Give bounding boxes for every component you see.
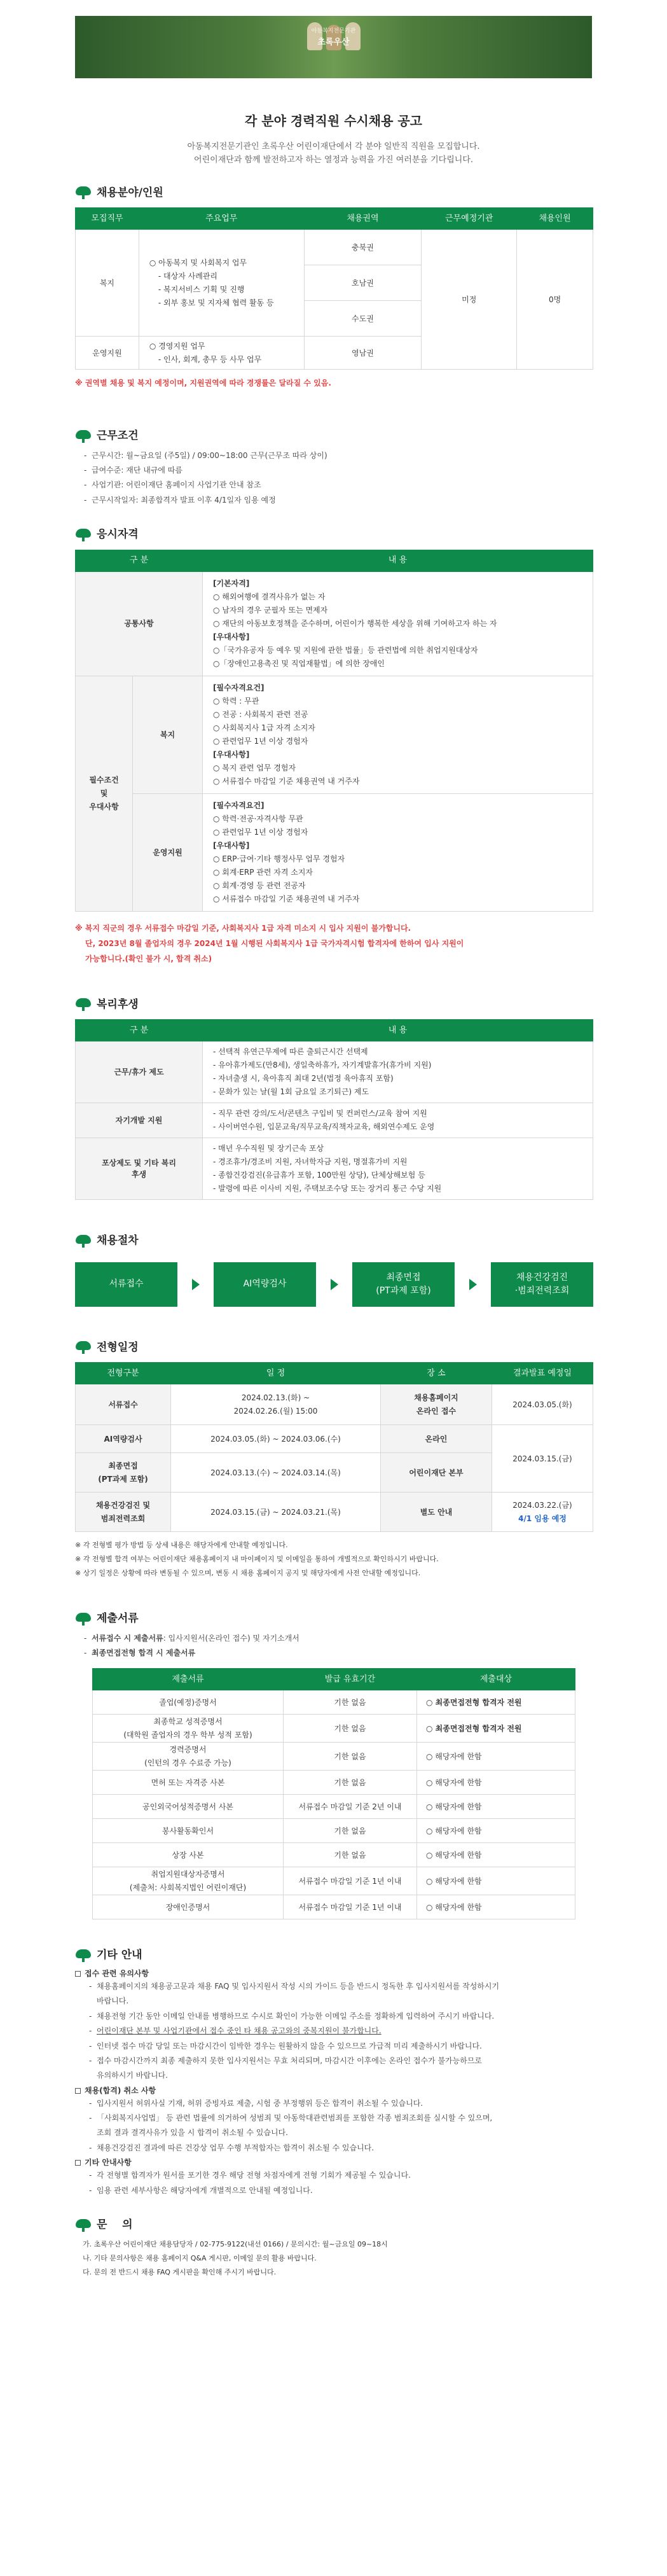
- process-flow: [75, 1262, 593, 1307]
- ops-duties: [139, 337, 304, 370]
- benefit-line: - 유아휴가제도(만8세), 생일축하휴가, 자기계발휴가(휴가비 지원): [213, 1061, 432, 1070]
- qual-line: ○ 해외여행에 결격사유가 없는 자: [213, 592, 326, 601]
- etc-group-list: [88, 2168, 593, 2198]
- region: 영남권: [304, 337, 422, 370]
- result-line: 2024.03.22.(금): [512, 1500, 572, 1510]
- condition-item: - 근무시작일자: 최종합격자 발표 이후 4/1일자 임용 예정: [83, 493, 593, 508]
- etc-item: - 인터넷 접수 마감 당일 또는 마감시간이 임박한 경우는 원활하지 않을 수 있으므로 가급적 미리 제출하시기 바랍니다.: [88, 2039, 593, 2054]
- qual-line: ○ 회계·경영 등 관련 전공자: [213, 881, 306, 890]
- stage-line: 범죄전력조회: [100, 1514, 146, 1523]
- schedule-result: 2024.03.05.(화): [492, 1384, 593, 1425]
- region: 충북권: [304, 230, 422, 265]
- intro-line: 아동복지전문기관인 초록우산 어린이재단에서 각 분야 일반직 직원을 모집합니다.: [187, 142, 480, 151]
- doc-target: ○ 해당자에 한함: [417, 1867, 575, 1895]
- doc-line: (인턴의 경우 수료증 가능): [144, 1758, 231, 1767]
- col-header: 장 소: [381, 1363, 492, 1384]
- recruit-table: [75, 207, 593, 370]
- step-label: 서류접수: [109, 1279, 144, 1290]
- qual-line: ○ 학력 : 무관: [213, 696, 259, 706]
- arrow-right-icon: [316, 1279, 352, 1290]
- qual-line: ○ 전공 : 사회복지 관련 전공: [213, 709, 308, 719]
- qual-line: [필수자격요건]: [213, 683, 265, 692]
- qual-line: ○「장애인고용촉진 및 직업재활법」에 의한 장애인: [213, 658, 385, 668]
- qualify-ops-label: 운영지원: [133, 793, 203, 911]
- tree-icon: [75, 529, 92, 541]
- etc-item-cont: [88, 2126, 593, 2140]
- doc-target: ○ 해당자에 한함: [417, 1771, 575, 1795]
- doc-name: [93, 1743, 284, 1771]
- qualify-common-label: 공통사항: [76, 571, 203, 676]
- section-heading-text: 전형일정: [97, 1340, 139, 1354]
- qualify-note: 단, 2023년 8월 졸업자의 경우 2024년 1월 시행된 사회복지사 1급 국가자격시험 합격자에 한하여 입사 지원이: [85, 938, 464, 948]
- section-heading: [75, 2217, 593, 2234]
- doc-line: (제출처: 사회복지법인 어린이재단): [129, 1883, 247, 1892]
- etc-item: - 접수 마감시간까지 최종 제출하지 못한 입사지원서는 무효 처리되며, 마감시간 이후에는 온라인 접수가 불가능하므로: [88, 2054, 593, 2068]
- group-label-line: 및: [100, 788, 108, 798]
- benefit-line: - 직무 관련 강의/도서/콘텐츠 구입비 및 컨퍼런스/교육 참여 지원: [213, 1109, 427, 1118]
- group-title-text: 접수 관련 유의사항: [85, 1968, 149, 1978]
- col-header: 근무예정기관: [422, 208, 517, 230]
- benefit-label: 근무/휴가 제도: [76, 1041, 203, 1103]
- process-step-health: [491, 1262, 593, 1307]
- step-label: 최종면접: [386, 1272, 421, 1283]
- etc-item-text: 어린이재단 본부 및 사업기관에서 접수 중인 타 채용 공고와의 중복지원이 불가합니다.: [97, 2026, 382, 2036]
- etc-item: - 각 전형별 합격자가 원서를 포기한 경우 해당 전형 차점자에게 전형 기회가 제공될 수 있습니다.: [88, 2168, 593, 2183]
- doc-name: 봉사활동확인서: [93, 1819, 284, 1843]
- section-heading-text: 복리후생: [97, 998, 139, 1011]
- process-step-ai: [214, 1262, 316, 1307]
- place-line: 채용홈페이지: [414, 1393, 458, 1402]
- schedule-place: 온라인: [381, 1425, 492, 1453]
- benefit-content: [203, 1041, 593, 1103]
- schedule-place: 어린이재단 본부: [381, 1453, 492, 1493]
- page-title: 각 분야 경력직원 수시채용 공고: [244, 113, 422, 129]
- duty-line: - 복지서비스 기획 및 진행: [158, 284, 245, 294]
- etc-item: [88, 2024, 593, 2038]
- qual-line: ○ 서류접수 마감일 기준 채용권역 내 거주자: [213, 894, 360, 903]
- col-header: 제출대상: [417, 1669, 575, 1690]
- etc-item: - 채용건강검진 결과에 따른 건강상 업무 수행 부적합자는 합격이 취소될 수 있습니다.: [88, 2141, 593, 2155]
- etc-item: - 채용홈페이지의 채용공고문과 채용 FAQ 및 입사지원서 작성 시의 가이드 등을 반드시 정독한 후 입사지원서를 작성하시기: [88, 1979, 593, 1994]
- stage-line: 최종면접: [108, 1461, 138, 1470]
- contact-lines: [83, 2238, 593, 2280]
- doc-line: (대학원 졸업자의 경우 학부 성적 포함): [123, 1730, 252, 1739]
- section-heading-text: 채용분야/인원: [97, 186, 163, 199]
- intro-text: [0, 141, 667, 167]
- etc-item-cont: [88, 2068, 593, 2083]
- etc-group-title: [75, 1968, 593, 1979]
- schedule-date: 2024.03.15.(금) ~ 2024.03.21.(목): [171, 1493, 381, 1532]
- benefit-line: - 경조휴가/경조비 지원, 자녀학자금 지원, 명절휴가비 지원: [213, 1157, 408, 1167]
- section-heading: [75, 997, 593, 1013]
- qual-line: ○ 사회복지사 1급 자격 소지자: [213, 723, 315, 732]
- etc-item-text: 바랍니다.: [97, 1996, 129, 2006]
- region: 수도권: [304, 301, 422, 337]
- duty-line: ○ 경영지원 업무: [149, 341, 205, 351]
- qualify-common-content: [203, 571, 593, 676]
- section-heading-text: 근무조건: [97, 429, 139, 443]
- tree-icon: [75, 998, 92, 1011]
- qualify-group-label: [76, 676, 133, 911]
- etc-group-list: [88, 1979, 593, 2084]
- banner-org-name: 초록우산: [317, 37, 350, 47]
- checkbox-icon: [75, 2160, 81, 2166]
- duty-line: - 인사, 회계, 총무 등 사무 업무: [158, 354, 262, 364]
- section-recruit: [75, 185, 593, 389]
- arrow-right-icon: [455, 1279, 491, 1290]
- qual-line: ○ 재단의 아동보호정책을 준수하며, 어린이가 행복한 세상을 위해 기여하고자 하는 자: [213, 618, 497, 628]
- documents-table: [92, 1668, 575, 1919]
- conditions-list: [83, 449, 593, 508]
- doc-target: ○ 최종면접전형 합격자 전원: [417, 1690, 575, 1715]
- date-line: 2024.02.26.(월) 15:00: [233, 1406, 318, 1416]
- etc-item-text: 유의하시기 바랍니다.: [97, 2071, 168, 2080]
- doc-target: ○ 해당자에 한함: [417, 1795, 575, 1819]
- intro-text: : 입사지원서(온라인 접수) 및 자기소개서: [163, 1633, 299, 1643]
- schedule-result: 2024.03.15.(금): [492, 1425, 593, 1493]
- section-process: [75, 1233, 593, 1307]
- etc-group-list: [88, 2096, 593, 2156]
- qual-line: ○ ERP·급여·기타 행정사무 업무 경험자: [213, 854, 345, 863]
- benefit-label: 자기개발 지원: [76, 1103, 203, 1138]
- etc-item: - 채용전형 기간 동안 이메일 안내를 병행하므로 수시로 확인이 가능한 이메일 주소를 정확하게 입력하여 주시기 바랍니다.: [88, 2009, 593, 2024]
- benefit-label: 포상제도 및 기타 복리후생: [76, 1138, 203, 1200]
- intro-line: 어린이재단과 함께 발전하고자 하는 열정과 능력을 가진 여러분을 기다립니다.: [193, 155, 474, 165]
- schedule-date: 2024.03.05.(화) ~ 2024.03.06.(수): [171, 1425, 381, 1453]
- doc-valid: 기한 없음: [284, 1819, 417, 1843]
- section-qualify: [75, 527, 593, 966]
- qualify-notes: [75, 921, 593, 966]
- doc-name: 졸업(예정)증명서: [93, 1690, 284, 1715]
- job-welfare: 복지: [76, 230, 139, 337]
- doc-valid: 기한 없음: [284, 1771, 417, 1795]
- process-step-interview: [352, 1262, 455, 1307]
- result-highlight: 4/1 임용 예정: [518, 1514, 567, 1523]
- section-heading-text: 문 의: [97, 2218, 133, 2232]
- hero-banner: [75, 16, 592, 78]
- arrow-right-icon: [177, 1279, 214, 1290]
- col-header: 전형구분: [76, 1363, 171, 1384]
- etc-item: - 임용 관련 세부사항은 해당자에게 개별적으로 안내될 예정입니다.: [88, 2183, 593, 2198]
- qual-line: [기본자격]: [213, 578, 250, 588]
- schedule-date: 2024.03.13.(수) ~ 2024.03.14.(목): [171, 1453, 381, 1493]
- etc-item-cont: [88, 1994, 593, 2009]
- contact-line: 다. 문의 전 반드시 채용 FAQ 게시판을 확인해 주시기 바랍니다.: [83, 2267, 277, 2276]
- checkbox-icon: [75, 2088, 81, 2094]
- tree-icon: [75, 1341, 92, 1354]
- tree-icon: [75, 430, 92, 443]
- section-conditions: [75, 428, 593, 508]
- duty-line: - 대상자 사례관리: [158, 271, 217, 281]
- col-header: 내 용: [203, 550, 593, 571]
- section-heading-text: 채용절차: [97, 1234, 139, 1248]
- tree-icon: [75, 186, 92, 199]
- benefit-line: - 자녀출생 시, 육아휴직 최대 2년(법정 육아휴직 포함): [213, 1074, 394, 1083]
- doc-name: 장애인증명서: [93, 1895, 284, 1919]
- documents-intro: [83, 1631, 593, 1661]
- col-header: 채용권역: [304, 208, 422, 230]
- condition-item: - 근무시간: 월~금요일 (주5일) / 09:00~18:00 근무(근무조 따라 상이): [83, 449, 593, 463]
- section-heading: [75, 1947, 593, 1964]
- contact-line: 나. 기타 문의사항은 채용 홈페이지 Q&A 게시판, 이메일 문의 활용 바랍니다.: [83, 2253, 317, 2262]
- condition-item: - 급여수준: 재단 내규에 따름: [83, 463, 593, 478]
- group-label-line: 우대사항: [89, 802, 119, 811]
- documents-intro-item: [83, 1646, 593, 1660]
- qual-line: ○ 서류접수 마감일 기준 채용권역 내 거주자: [213, 776, 360, 786]
- schedule-date: [171, 1384, 381, 1425]
- doc-valid: 기한 없음: [284, 1843, 417, 1867]
- condition-item: - 사업기관: 어린이재단 홈페이지 사업기관 안내 참조: [83, 478, 593, 492]
- schedule-stage: [76, 1493, 171, 1532]
- section-contact: [75, 2217, 593, 2280]
- section-heading: [75, 1340, 593, 1356]
- doc-target: ○ 해당자에 한함: [417, 1843, 575, 1867]
- schedule-place: 별도 안내: [381, 1493, 492, 1532]
- qual-line: ○ 관련업무 1년 이상 경험자: [213, 827, 308, 837]
- doc-valid: 기한 없음: [284, 1715, 417, 1743]
- section-heading: [75, 1233, 593, 1250]
- schedule-stage: [76, 1453, 171, 1493]
- doc-valid: 기한 없음: [284, 1743, 417, 1771]
- step-label: AI역량검사: [243, 1279, 287, 1290]
- benefit-line: - 발령에 따른 이사비 지원, 주택보조수당 또는 장거리 통근 수당 지원: [213, 1184, 442, 1194]
- col-header: 구 분: [76, 550, 203, 571]
- qual-line: [우대사항]: [213, 840, 250, 850]
- col-header: 제출서류: [93, 1669, 284, 1690]
- recruit-note: ※ 권역별 채용 및 복지 예정이며, 지원권역에 따라 경쟁률은 달라질 수 있음.: [75, 379, 331, 388]
- section-heading-text: 제출서류: [97, 1612, 139, 1626]
- doc-target: ○ 해당자에 한함: [417, 1895, 575, 1919]
- tree-icon: [75, 1613, 92, 1626]
- schedule-table: [75, 1362, 593, 1532]
- doc-target: ○ 최종면접전형 합격자 전원: [417, 1715, 575, 1743]
- col-header: 발급 유효기간: [284, 1669, 417, 1690]
- schedule-place: [381, 1384, 492, 1425]
- doc-name: [93, 1867, 284, 1895]
- qual-line: ○ 관련업무 1년 이상 경험자: [213, 736, 308, 746]
- benefit-line: - 종합건강검진(유급휴가 포함, 100만원 상당), 단체상해보험 등: [213, 1171, 425, 1180]
- duty-line: ○ 아동복지 및 사회복지 업무: [149, 258, 247, 267]
- doc-target: ○ 해당자에 한함: [417, 1819, 575, 1843]
- intro-label: 최종면접전형 합격 시 제출서류: [92, 1648, 196, 1658]
- section-heading-text: 응시자격: [97, 528, 139, 541]
- contact-line: 가. 초록우산 어린이재단 채용담당자 / 02-775-9122(내선 0166) / 문의시간: 월~금요일 09~18시: [83, 2239, 388, 2248]
- schedule-notes: [75, 1538, 593, 1580]
- col-header: 모집직무: [76, 208, 139, 230]
- doc-name: [93, 1715, 284, 1743]
- section-heading: [75, 185, 593, 202]
- col-header: 주요업무: [139, 208, 304, 230]
- step-label: ·범죄전력조회: [514, 1285, 570, 1296]
- stage-line: 채용건강검진 및: [95, 1500, 151, 1510]
- schedule-note: ※ 각 전형별 평가 방법 등 상세 내용은 해당자에게 안내할 예정입니다.: [75, 1541, 288, 1550]
- qualify-welfare-label: 복지: [133, 676, 203, 793]
- doc-valid: 서류접수 마감일 기준 1년 이내: [284, 1895, 417, 1919]
- schedule-stage: 서류접수: [76, 1384, 171, 1425]
- schedule-stage: AI역량검사: [76, 1425, 171, 1453]
- group-title-text: 채용(합격) 취소 사항: [85, 2085, 156, 2095]
- doc-name: 상장 사본: [93, 1843, 284, 1867]
- col-header: 구 분: [76, 1020, 203, 1041]
- etc-group-title: [75, 2085, 593, 2096]
- section-etc: [75, 1947, 593, 2198]
- benefit-content: [203, 1103, 593, 1138]
- schedule-note: ※ 상기 일정은 상황에 따라 변동될 수 있으며, 변동 시 채용 홈페이지 공지 및 해당자에게 사전 안내할 예정입니다.: [75, 1569, 421, 1578]
- section-heading-text: 기타 안내: [97, 1949, 142, 1962]
- step-label: 채용건강검진: [516, 1272, 568, 1283]
- intro-label: 서류접수 시 제출서류: [92, 1633, 163, 1643]
- step-label: (PT과제 포함): [376, 1285, 431, 1296]
- checkbox-icon: [75, 1971, 81, 1977]
- section-benefits: [75, 997, 593, 1201]
- section-schedule: [75, 1340, 593, 1581]
- welfare-duties: [139, 230, 304, 337]
- group-label-line: 필수조건: [89, 775, 119, 784]
- doc-valid: 서류접수 마감일 기준 1년 이내: [284, 1867, 417, 1895]
- doc-name: 공인외국어성적증명서 사본: [93, 1795, 284, 1819]
- duty-line: - 외부 홍보 및 지자체 협력 활동 등: [158, 298, 274, 307]
- col-header: 일 정: [171, 1363, 381, 1384]
- qual-line: ○「국가유공자 등 예우 및 지원에 관한 법률」등 관련법에 의한 취업지원대상자: [213, 645, 478, 655]
- benefit-content: [203, 1138, 593, 1200]
- tree-icon: [75, 1235, 92, 1248]
- doc-line: 최종학교 성적증명서: [153, 1716, 223, 1726]
- benefit-line: - 문화가 있는 날(월 1회 금요일 조기퇴근) 제도: [213, 1087, 369, 1097]
- doc-name: 면허 또는 자격증 사본: [93, 1771, 284, 1795]
- section-heading: [75, 527, 593, 543]
- group-title-text: 기타 안내사항: [85, 2158, 132, 2168]
- doc-valid: 기한 없음: [284, 1690, 417, 1715]
- schedule-note: ※ 각 전형별 합격 여부는 어린이재단 채용홈페이지 내 마이페이지 및 이메일을 통하여 개별적으로 확인하시기 바랍니다.: [75, 1555, 439, 1564]
- qualify-note: 가능합니다.(확인 불가 시, 합격 취소): [85, 954, 212, 963]
- place-line: 온라인 접수: [416, 1406, 457, 1416]
- etc-group-title: [75, 2157, 593, 2168]
- benefit-line: - 매년 우수직원 및 장기근속 포상: [213, 1144, 324, 1153]
- qualify-ops-content: [203, 793, 593, 911]
- doc-line: 경력증명서: [169, 1744, 207, 1754]
- benefit-line: - 사이버연수원, 입문교육/직무교육/직책자교육, 해외연수제도 운영: [213, 1122, 435, 1132]
- etc-item: - 입사지원서 허위사실 기재, 허위 증빙자료 제출, 시험 중 부정행위 등은 합격이 취소될 수 있습니다.: [88, 2096, 593, 2111]
- date-line: 2024.02.13.(화) ~: [241, 1393, 310, 1402]
- qualify-welfare-content: [203, 676, 593, 793]
- qual-line: ○ 회계·ERP 관련 자격 소지자: [213, 867, 313, 877]
- benefit-line: - 선택적 유연근무제에 따른 출퇴근시간 선택제: [213, 1047, 368, 1057]
- section-documents: [75, 1611, 593, 1919]
- col-header: 결과발표 예정일: [492, 1363, 593, 1384]
- banner-org-sub: 아동복지전문기관: [311, 28, 356, 34]
- qual-line: ○ 복지 관련 업무 경험자: [213, 763, 296, 772]
- qual-line: [우대사항]: [213, 632, 250, 641]
- col-header: 채용인원: [517, 208, 593, 230]
- job-ops: 운영지원: [76, 337, 139, 370]
- col-header: 내 용: [203, 1020, 593, 1041]
- section-heading: [75, 428, 593, 445]
- benefits-table: [75, 1019, 593, 1200]
- region: 호남권: [304, 265, 422, 301]
- qualify-table: [75, 550, 593, 912]
- qualify-note: ※ 복지 직군의 경우 서류접수 마감일 기준, 사회복지사 1급 자격 미소지 시 입사 지원이 불가합니다.: [75, 923, 411, 933]
- headcount: 0명: [517, 230, 593, 370]
- etc-item: - 「사회복지사업법」 등 관련 법률에 의거하여 성범죄 및 아동학대관련범죄를 포함한 각종 범죄조회를 실시할 수 있으며,: [88, 2111, 593, 2126]
- stage-line: (PT과제 포함): [98, 1474, 148, 1484]
- tree-icon: [75, 2219, 92, 2232]
- tree-icon: [75, 1949, 92, 1962]
- doc-target: ○ 해당자에 한함: [417, 1743, 575, 1771]
- schedule-result: [492, 1493, 593, 1532]
- qual-line: [우대사항]: [213, 749, 250, 759]
- documents-intro-item: [83, 1631, 593, 1646]
- section-heading: [75, 1611, 593, 1627]
- qual-line: ○ 학력·전공·자격사항 무관: [213, 814, 303, 823]
- qual-line: ○ 남자의 경우 군필자 또는 면제자: [213, 605, 328, 615]
- etc-item-text: 조회 결과 결격사유가 있을 시 합격이 취소될 수 있습니다.: [97, 2128, 288, 2138]
- doc-line: 취업지원대상자증명서: [151, 1869, 225, 1879]
- qual-line: [필수자격요건]: [213, 800, 265, 810]
- process-step-document: [75, 1262, 177, 1307]
- agency: 미정: [422, 230, 517, 370]
- doc-valid: 서류접수 마감일 기준 2년 이내: [284, 1795, 417, 1819]
